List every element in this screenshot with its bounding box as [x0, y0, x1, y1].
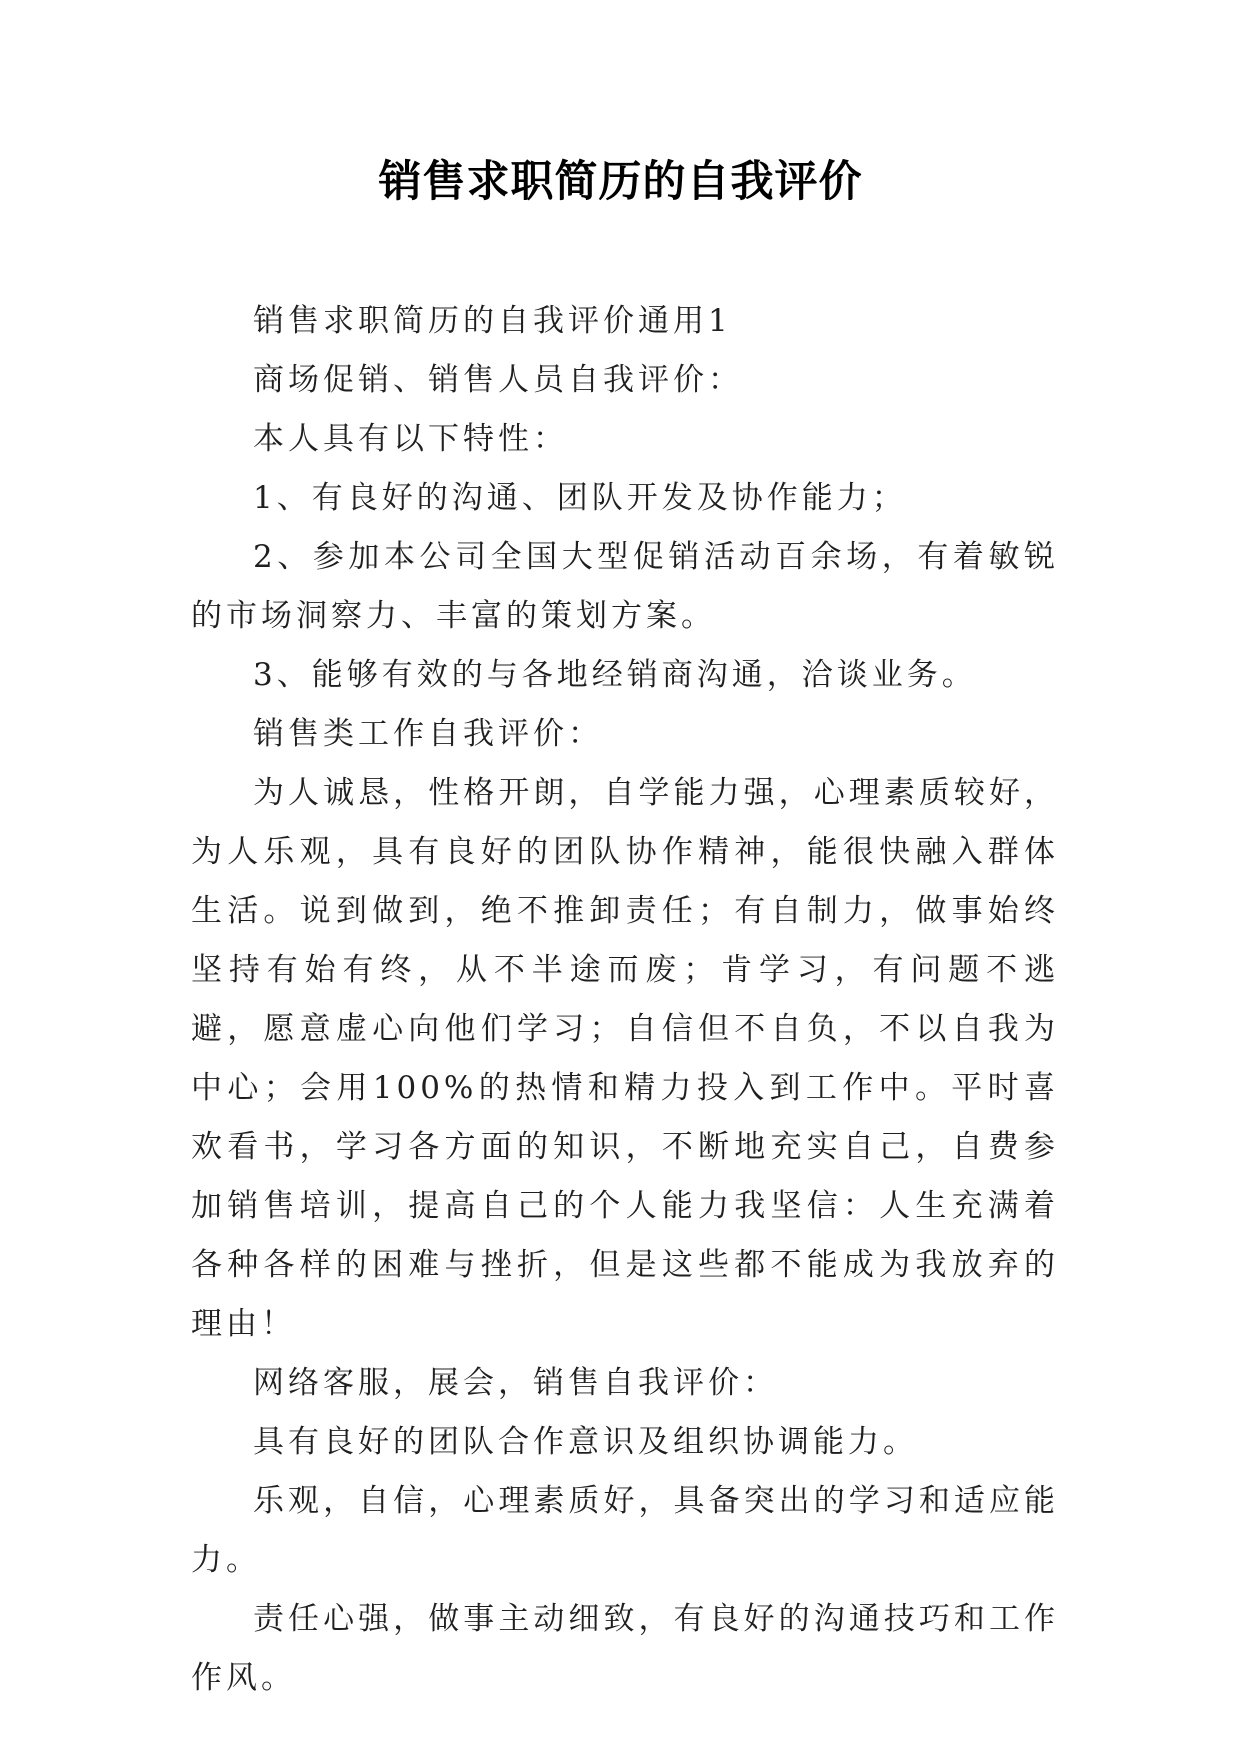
- paragraph-sales-evaluation: 为人诚恳，性格开朗，自学能力强，心理素质较好，为人乐观，具有良好的团队协作精神，能很快融入群体生活。说到做到，绝不推卸责任；有自制力，做事始终坚持有始有终，从不半途而废；肯学习，有问题不逃避，愿意虚心向他们学习；自信但不自负，不以自我为中心；会用100%的热情和精力投入到工作中。平时喜欢看书，学习各方面的知识，不断地充实自己，自费参加销售培训，提高自己的个人能力我坚信：人生充满着各种各样的困难与挫折，但是这些都不能成为我放弃的理由！: [191, 775, 1059, 1342]
- paragraph-heading-1: 销售求职简历的自我评价通用1: [253, 303, 732, 339]
- paragraph-section-sales: 销售类工作自我评价：: [253, 716, 603, 752]
- paragraph-trait-1: 1、有良好的沟通、团队开发及协作能力；: [253, 480, 907, 516]
- paragraph-section-mall: 商场促销、销售人员自我评价：: [253, 362, 743, 398]
- paragraph-trait-3: 3、能够有效的与各地经销商沟通，洽谈业务。: [253, 657, 977, 693]
- document-title: 销售求职简历的自我评价: [378, 157, 863, 207]
- paragraph-online-1: 具有良好的团队合作意识及组织协调能力。: [253, 1424, 918, 1460]
- paragraph-trait-2: 2、参加本公司全国大型促销活动百余场，有着敏锐的市场洞察力、丰富的策划方案。: [191, 539, 1059, 634]
- paragraph-online-2: 乐观，自信，心理素质好，具备突出的学习和适应能力。: [191, 1483, 1059, 1578]
- paragraph-online-3: 责任心强，做事主动细致，有良好的沟通技巧和工作作风。: [191, 1601, 1059, 1696]
- paragraph-traits-intro: 本人具有以下特性：: [253, 421, 568, 457]
- document-body: [191, 292, 1059, 1708]
- paragraph-section-online: 网络客服，展会，销售自我评价：: [253, 1365, 778, 1401]
